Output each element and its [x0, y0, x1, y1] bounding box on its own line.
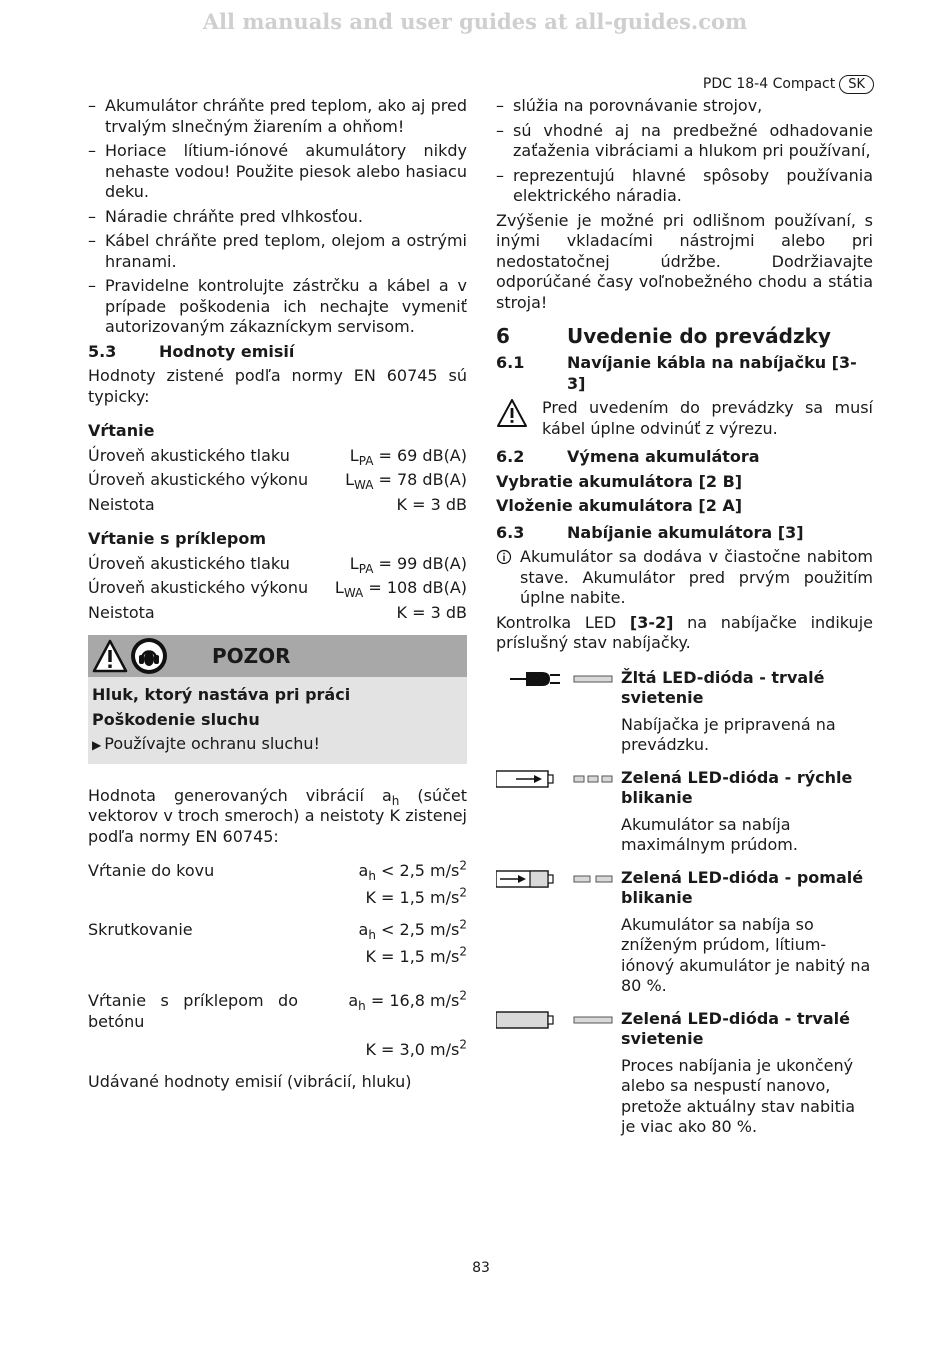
ear-protection-icon — [130, 637, 168, 675]
section-heading-6-1 — [496, 353, 873, 394]
list-item: – Pravidelne kontrolujte zástrčku a kábel a v prípade poškodenia ich nechajte vymeniť autorizovaným zákazníckym servisom. — [88, 276, 467, 338]
section-number: 6.2 — [496, 447, 525, 466]
model-name: PDC 18-4 Compact — [702, 76, 836, 92]
row-label: Úroveň akustického výkonu — [88, 578, 309, 597]
led-status-green-slow-blink — [496, 868, 873, 1001]
watermark: All manuals and user guides at all-guides.com — [202, 9, 748, 34]
table-row — [88, 988, 467, 1066]
remove-battery-heading: Vybratie akumulátora [2 B] — [496, 471, 743, 491]
row-value: $L_{WA} = 78$ dB(A) — [345, 470, 467, 493]
led-title: Zelená LED-dióda - rýchle blikanie — [621, 767, 853, 807]
row-label: Úroveň akustického výkonu — [88, 470, 309, 489]
section-title: Uvedenie do prevádzky — [567, 324, 831, 348]
purpose-list — [496, 96, 873, 207]
led-title: Zelená LED-dióda - trvalé svietenie — [621, 1008, 850, 1048]
emission-intro: Hodnoty zistené podľa normy EN 60745 sú typicky: — [88, 366, 467, 406]
row-value: K = 3 dB — [396, 494, 467, 514]
row-label: Neistota — [88, 494, 155, 514]
row-label: Skrutkovanie — [88, 920, 193, 939]
warning-title: POZOR — [212, 643, 291, 668]
section-number: 6.1 — [496, 353, 525, 372]
drilling-heading: Vŕtanie — [88, 421, 155, 440]
section-title: Nabíjanie akumulátora [3] — [567, 522, 804, 542]
warning-triangle-icon — [496, 398, 542, 439]
list-item: – sú vhodné aj na predbežné odhadovanie zaťaženia vibráciami a hlukom pri používaní, — [496, 121, 873, 162]
section-heading-6 — [496, 323, 873, 349]
warning-consequence: Poškodenie sluchu — [92, 709, 260, 729]
warning-hazard: Hluk, ktorý nastáva pri práci — [92, 685, 351, 704]
vibration-intro: Hodnota generovaných vibrácií $a_h$ (súčet vektorov v troch smeroch) a neistoty K zistenej podľa normy EN 60745: — [88, 785, 467, 846]
safety-list — [88, 96, 467, 338]
row-values: $a_h = 16,8$ $m/s^2$ K = 3,0 $m/s^2$ — [348, 988, 467, 1059]
increase-note: Zvýšenie je možné pri odlišnom používaní, s inými vkladacími nástrojmi alebo pri nedostatočnej údržbe. Dodržiavajte odporúčané časy voľnobežného chodu a státia stroja! — [496, 210, 873, 312]
row-label: Neistota — [88, 602, 155, 622]
row-value: $L_{WA} = 108$ dB(A) — [334, 578, 467, 601]
section-number: 6 — [496, 324, 510, 348]
row-value: K = 3 dB — [396, 602, 467, 622]
row-label: Úroveň akustického tlaku — [88, 553, 290, 573]
led-title: Žltá LED-dióda - trvalé svietenie — [621, 667, 825, 707]
section-title: Navíjanie kábla na nabíjačku [3-3] — [567, 353, 857, 393]
list-item: – slúžia na porovnávanie strojov, — [496, 96, 873, 117]
insert-battery-heading: Vloženie akumulátora [2 A] — [496, 496, 743, 515]
left-column — [88, 96, 467, 1097]
list-item: – Horiace lítium-iónové akumulátory nikdy nehaste vodou! Použite piesok alebo hasiacu deku. — [88, 141, 467, 203]
section-title: Hodnoty emisií — [159, 341, 295, 361]
running-head — [703, 74, 874, 95]
section-number: 5.3 — [88, 341, 117, 361]
table-row — [88, 446, 467, 467]
cable-warning — [496, 398, 873, 439]
warning-box — [88, 635, 467, 764]
battery-charging-reduced-icon — [496, 868, 621, 890]
table-row — [88, 578, 467, 599]
row-value: $L_{PA} = 69$ dB(A) — [349, 445, 467, 468]
page-number: 83 — [472, 1260, 490, 1276]
led-status-green-fast-blink — [496, 768, 873, 860]
row-label: Vŕtanie s príklepom do betónu — [88, 991, 298, 1031]
section-number: 6.3 — [496, 522, 525, 542]
info-icon — [496, 547, 520, 609]
row-values: $a_h < 2,5$ $m/s^2$ K = 1,5 $m/s^2$ — [358, 917, 467, 966]
warning-action: ▶ Používajte ochranu sluchu! — [92, 734, 463, 756]
led-status-green-steady — [496, 1009, 873, 1142]
impact-drilling-heading: Vŕtanie s príklepom — [88, 529, 267, 548]
led-description: Akumulátor sa nabíja maximálnym prúdom. — [621, 814, 798, 854]
row-values: $a_h < 2,5$ $m/s^2$ K = 1,5 $m/s^2$ — [358, 858, 467, 907]
row-label: Úroveň akustického tlaku — [88, 445, 290, 465]
section-title: Výmena akumulátora — [567, 447, 760, 466]
warning-body — [88, 677, 467, 764]
battery-full-icon — [496, 1009, 621, 1031]
row-value: $L_{PA} = 99$ dB(A) — [349, 553, 467, 576]
stated-values-text: Udávané hodnoty emisií (vibrácií, hluku) — [88, 1072, 412, 1091]
table-row — [88, 495, 467, 516]
led-description: Proces nabíjania je ukončený alebo sa nespustí nanovo, pretože aktuálny stav nabitia je viac ako 80 %. — [621, 1055, 856, 1136]
list-item: – reprezentujú hlavné spôsoby používania elektrického náradia. — [496, 166, 873, 207]
battery-charging-icon — [496, 768, 621, 790]
plug-icon — [496, 668, 621, 690]
led-description: Nabíjačka je pripravená na prevádzku. — [621, 714, 836, 754]
table-row — [88, 554, 467, 575]
section-heading-5-3 — [88, 342, 467, 363]
section-heading-6-2 — [496, 447, 873, 468]
led-status-yellow-steady — [496, 668, 873, 760]
table-row — [88, 603, 467, 624]
list-item: – Akumulátor chráňte pred teplom, ako aj pred trvalým slnečným žiarením a ohňom! — [88, 96, 467, 137]
language-badge: SK — [839, 75, 874, 94]
warning-header — [88, 635, 467, 677]
led-title: Zelená LED-dióda - pomalé blikanie — [621, 867, 864, 907]
list-item: – Kábel chráňte pred teplom, olejom a ostrými hranami. — [88, 231, 467, 272]
right-column — [496, 96, 873, 1142]
warning-triangle-icon — [92, 639, 128, 673]
info-note — [496, 547, 873, 609]
table-row — [88, 858, 467, 914]
led-description: Akumulátor sa nabíja so zníženým prúdom, lítium-iónový akumulátor je nabitý na 80 %. — [621, 914, 871, 995]
table-row — [88, 470, 467, 491]
list-item: – Náradie chráňte pred vlhkosťou. — [88, 207, 467, 228]
cable-warning-text: Pred uvedením do prevádzky sa musí kábel úplne odvinúť z výrezu. — [542, 398, 873, 438]
section-heading-6-3 — [496, 523, 873, 544]
led-intro: Kontrolka LED [3-2] na nabíjačke indikuje príslušný stav nabíjačky. — [496, 612, 873, 652]
table-row — [88, 917, 467, 973]
info-note-text: Akumulátor sa dodáva v čiastočne nabitom stave. Akumulátor pred prvým použitím úplne nabite. — [520, 547, 873, 607]
row-label: Vŕtanie do kovu — [88, 861, 215, 880]
